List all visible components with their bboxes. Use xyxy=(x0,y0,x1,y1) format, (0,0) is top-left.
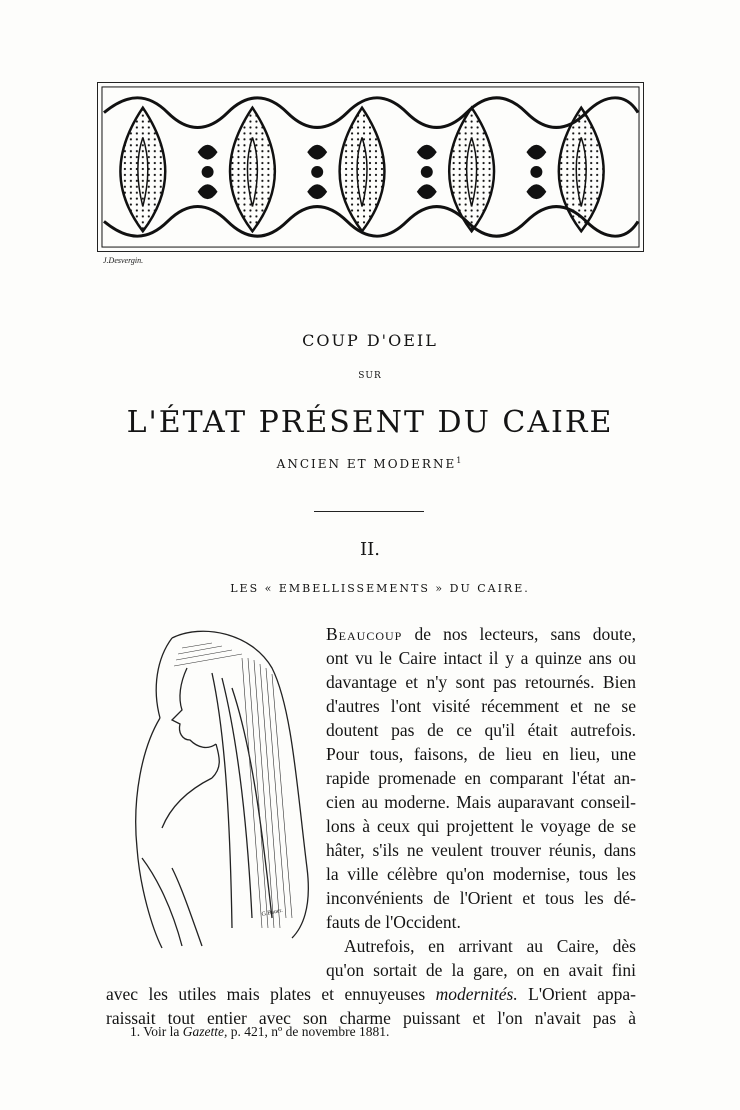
engraving-figure xyxy=(112,628,322,950)
body-line: raissait tout entier avec son charme puissant et l'on n'avait pas à xyxy=(106,1008,636,1028)
body-line xyxy=(326,622,636,646)
body-line: rapide promenade en comparant l'état an- xyxy=(326,768,636,788)
ornamental-header-band xyxy=(97,82,644,252)
body-line: ont vu le Caire intact il y a quinze ans ou xyxy=(326,648,636,668)
body-line xyxy=(106,982,636,1006)
title-line-1: COUP D'OEIL xyxy=(302,331,438,350)
footnote xyxy=(130,1024,389,1040)
page-title: L'ÉTAT PRÉSENT DU CAIRE xyxy=(126,405,614,440)
svg-text:G.Bauer.: G.Bauer. xyxy=(261,907,284,918)
body-line: cien au moderne. Mais auparavant conseil- xyxy=(326,792,636,812)
emphasis-text: modernités. xyxy=(435,984,518,1004)
title-line-2: SUR xyxy=(358,371,382,381)
dropcap-word: Beaucoup xyxy=(326,624,403,644)
footnote-marker: 1 xyxy=(456,456,464,465)
body-line: davantage et n'y sont pas retournés. Bien xyxy=(326,672,636,692)
body-line-text: avec les utiles mais plates et ennuyeuses xyxy=(106,984,436,1004)
body-line-text: de nos lecteurs, sans doute, xyxy=(402,624,636,644)
body-line-text: L'Orient appa- xyxy=(517,984,636,1004)
section-numeral: II. xyxy=(360,539,380,560)
body-line: hâter, s'ils ne veulent trouver réunis, dans xyxy=(326,840,636,860)
body-line: Pour tous, faisons, de lieu en lieu, une xyxy=(326,744,636,764)
subtitle-text: ANCIEN ET MODERNE xyxy=(276,457,457,471)
woman-portrait-illustration xyxy=(112,628,322,950)
title-divider xyxy=(314,511,424,512)
footnote-text: p. 421, nº de novembre 1881. xyxy=(227,1024,390,1039)
footnote-journal: Gazette, xyxy=(182,1024,228,1039)
body-line: inconvénients de l'Orient et tous les dé- xyxy=(326,888,636,908)
body-line: doutent pas de ce qu'il était autrefois. xyxy=(326,720,636,740)
arabesque-ornament xyxy=(98,83,643,251)
body-line: la ville célèbre qu'on modernise, tous les xyxy=(326,864,636,884)
title-subtitle xyxy=(0,456,740,471)
body-line: qu'on sortait de la gare, on en avait fini xyxy=(326,960,636,980)
engraver-signature: J.Desvergin. xyxy=(103,256,144,265)
section-heading: LES « EMBELLISSEMENTS » DU CAIRE. xyxy=(230,582,530,595)
body-line: Autrefois, en arrivant au Caire, dès xyxy=(344,936,636,956)
footnote-number: 1. xyxy=(130,1024,141,1039)
body-line: fauts de l'Occident. xyxy=(326,912,461,932)
footnote-text: Voir la xyxy=(140,1024,183,1039)
body-line: lons à ceux qui projettent le voyage de se xyxy=(326,816,636,836)
body-line: d'autres l'ont visité récemment et ne se xyxy=(326,696,636,716)
